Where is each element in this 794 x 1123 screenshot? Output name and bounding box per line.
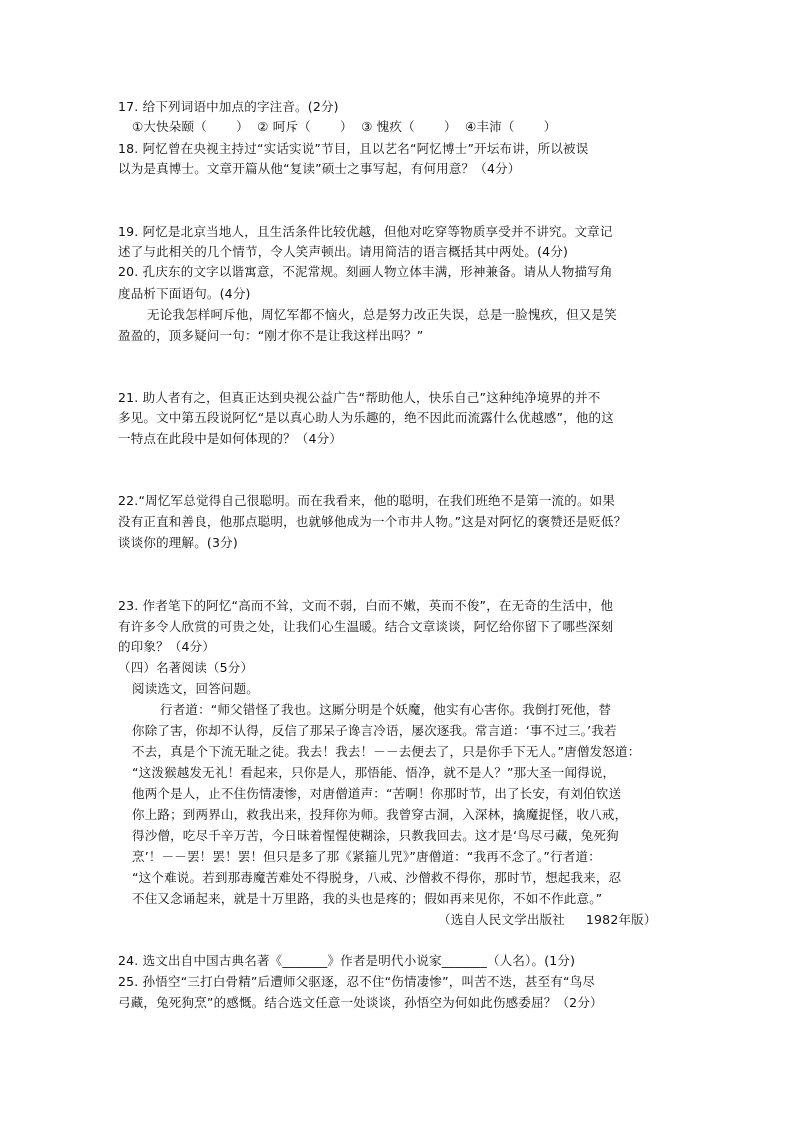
q20-line1: 20. 孔庆东的文字以谐寓意，不泥常规。刻画人物立体丰满，形神兼备。请从人物描写角 [118, 264, 613, 279]
passage-line: “这个难说。若到那毒魔苦难处不得脱身，八戒、沙僧救不得你，那时节，想起我来，忍 [132, 870, 622, 885]
q21-line3: 一特点在此段中是如何体现的？（4分） [118, 431, 343, 446]
section4-heading: （四）名著阅读（5分） [118, 660, 254, 675]
q18-line2: 以为是真博士。文章开篇从他“复读”硕士之事写起，有何用意？（4分） [118, 161, 521, 176]
q17-title: 17. 给下列词语中加点的字注音。(2分) [118, 99, 339, 114]
q20-line2: 度品析下面语句。(4分) [118, 286, 251, 301]
section4-instruction: 阅读选文，回答问题。 [132, 681, 260, 696]
q20-quote-line1: 无论我怎样呵斥他，周忆军都不恼火，总是努力改正失误，总是一脸愧疚，但又是笑 [147, 307, 617, 322]
passage-line: 他两个是人，止不住伤情凄惨，对唐僧道声：“苦啊！你那时节，出了长安，有刘伯钦送 [132, 786, 622, 801]
passage-line: 不去，真是个下流无耻之徒。我去！我去！－－去便去了，只是你手下无人。”唐僧发怒道： [132, 744, 641, 759]
passage-line: 行者道：“师父错怪了我也。这厮分明是个妖魔，他实有心害你。我倒打死他，替 [160, 702, 612, 717]
q18-line1: 18. 阿忆曾在央视主持过“实话实说”节目，且以艺名“阿忆博士”开坛布讲，所以被误 [118, 141, 589, 156]
q19-line2: 述了与此相关的几个情节，令人笑声顿出。请用简洁的语言概括其中两处。(4分) [118, 244, 569, 259]
q22-line3: 谈谈你的理解。(3分) [118, 535, 238, 550]
passage-line: 你除了害，你却不认得，反信了那呆子谗言冷语，屡次逐我。常言道：‘事不过三。’我若 [132, 723, 617, 738]
passage-line: 得沙僧，吃尽千辛万苦，今日昧着惺惺使糊涂，只教我回去。这才是‘鸟尽弓藏，兔死狗 [132, 828, 619, 843]
passage-line: 不住又念诵起来，就是十万里路，我的头也是疼的；假如再来见你，不如不作此意。” [132, 891, 603, 906]
passage-line: 你上路；到两界山，救我出来，投拜你为师。我曾穿古洞，入深林，擒魔捉怪，收八戒， [132, 807, 628, 822]
q23-line1: 23. 作者笔下的阿忆“高而不耸，文而不弱，白而不嫩，英而不俊”，在无奇的生活中，他 [118, 598, 614, 613]
q21-line2: 多见。文中第五段说阿忆“是以真心助人为乐趣的，绝不因此而流露什么优越感”，他的这 [118, 410, 614, 425]
q20-quote-line2: 盈盈的，顶多疑问一句：“刚才你不是让我这样出吗？” [118, 328, 424, 343]
passage-source: （选自人民文学出版社 1982年版） [438, 912, 657, 927]
q24-line: 24. 选文出自中国古典名著《_______》作者是明代小说家_______（人名）。(1分) [118, 953, 576, 968]
passage-line: 烹’！－－罢！罢！罢！但只是多了那《紧箍儿咒》”唐僧道：“我再不念了。”行者道： [132, 849, 601, 864]
q25-line1: 25. 孙悟空“三打白骨精”后遭师父驱逐，忍不住“伤情凄惨”，叫苦不迭，甚至有“鸟尽 [118, 974, 596, 989]
passage-line: “这泼猴越发无礼！看起来，只你是人，那悟能、悟净，就不是人？”那大圣一闻得说， [132, 765, 616, 780]
q22-line1: 22.“周忆军总觉得自己很聪明。而在我看来，他的聪明，在我们班绝不是第一流的。如果 [118, 493, 616, 508]
q22-line2: 没有正直和善良，他那点聪明，也就够他成为一个市井人物。”这是对阿忆的褒赞还是贬低？ [118, 514, 627, 529]
q19-line1: 19. 阿忆是北京当地人，且生活条件比较优越，但他对吃穿等物质享受并不讲究。文章记 [118, 224, 613, 239]
q23-line2: 有许多令人欣赏的可贵之处，让我们心生温暖。结合文章谈谈，阿忆给你留下了哪些深刻 [118, 619, 614, 634]
q21-line1: 21. 助人者有之，但真正达到央视公益广告“帮助他人，快乐自己”这种纯净境界的并不 [118, 390, 601, 405]
q25-line2: 弓藏，兔死狗烹”的感慨。结合选文任意一处谈谈，孙悟空为何如此伤感委屈？（2分） [118, 995, 603, 1010]
q23-line3: 的印象？（4分） [118, 639, 216, 654]
q17-items: ①大快朵颐（ ） ② 呵斥（ ） ③ 愧疚（ ） ④丰沛（ ） [132, 119, 557, 134]
